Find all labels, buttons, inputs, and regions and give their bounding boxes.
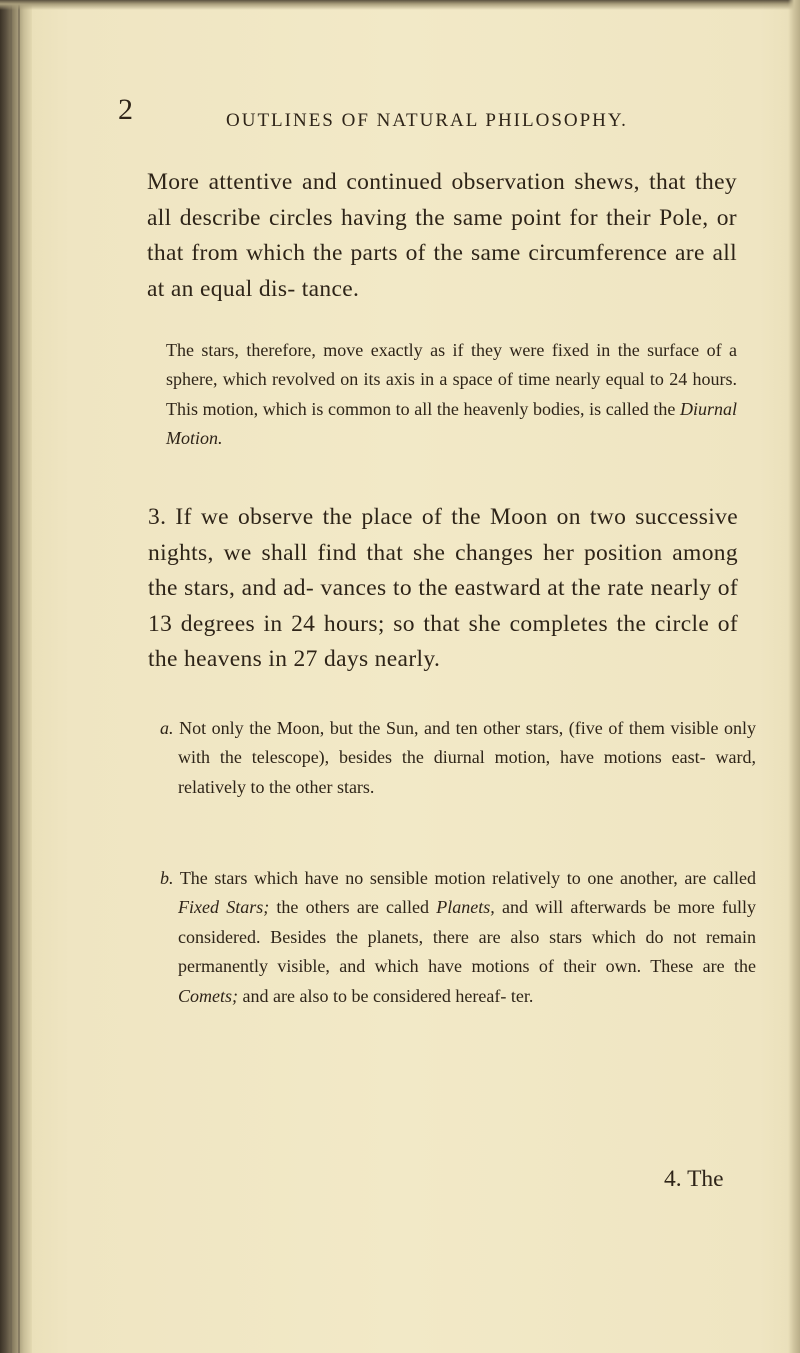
page-number: 2 [118,93,133,126]
planets-term: Planets, [436,897,495,918]
paragraph-text: The stars which have no sensible motion relatively to one another, are called [179,868,756,888]
page-header [118,94,738,134]
page-right-edge [788,0,800,1353]
comets-term: Comets; [178,985,238,1006]
fixed-stars-term: Fixed Stars; [178,897,270,918]
paragraph-text: The stars, therefore, move exactly as if they were fixed in the surface of a sphere, which revolved on its axis in a space of time nearly equal to 24 hours. This motion, which is common to all the heavenly bodies, is called the [166,340,737,419]
gutter-line [10,0,12,1353]
item-label-a: a. [160,718,174,738]
paragraph-diurnal-motion [166,336,737,454]
paragraph-b [160,864,756,1011]
catchword: 4. The [664,1166,724,1192]
paragraph-pole: More attentive and continued observation shews, that they all describe circles having the same point for their Pole, or that from which the parts of the same circumference are all at an equal dis- tance. [147,169,737,302]
paragraph-text: and will afterwards be more fully considered. Besides the planets, there are also stars which do not remain permanently visible, and which have motions of their own. These are the [178,897,757,977]
diurnal-motion-term: Diurnal Motion. [166,398,737,449]
item-label-b: b. [160,868,174,888]
paragraph-text: and are also to be considered hereaf- ter. [238,985,534,1006]
paragraph-moon: 3. If we observe the place of the Moon on two successive nights, we shall find that she changes her position among the stars, and ad- vances to the eastward at the rate nearly of 13 degrees in 24 hours; so that she completes the circle of the heavens in 27 days nearly. [148,504,738,673]
binding-gutter [0,0,32,1353]
paragraph-text: Not only the Moon, but the Sun, and ten other stars, (five of them visible only with the telescope), besides the diurnal motion, have motions east- ward, relatively to the other stars. [178,718,757,797]
page-top-edge [0,0,800,10]
paragraph-a [160,714,756,802]
gutter-line [18,0,20,1353]
paragraph-text: the others are called [269,897,437,918]
running-title: OUTLINES OF NATURAL PHILOSOPHY. [226,110,628,131]
